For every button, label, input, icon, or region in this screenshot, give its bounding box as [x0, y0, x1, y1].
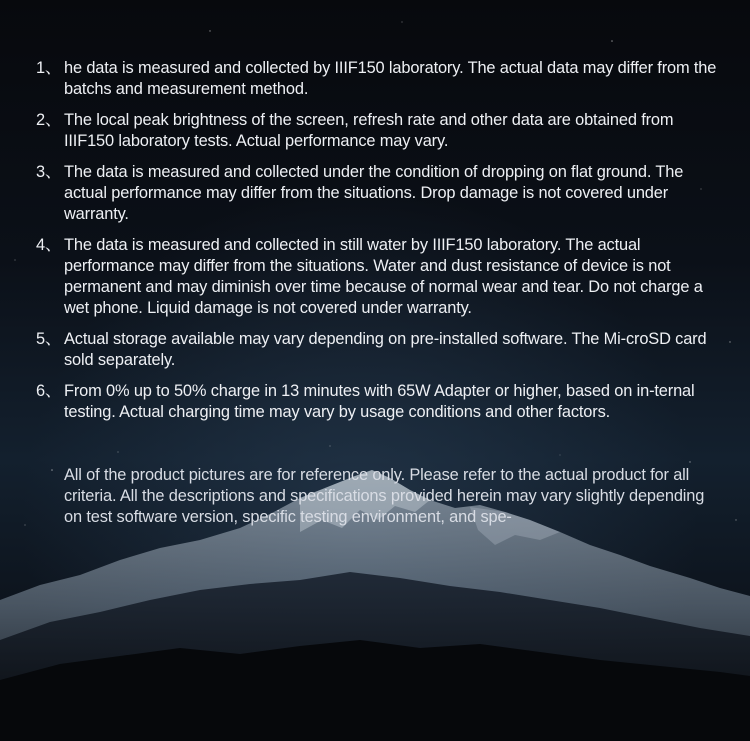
- footnote-text: The data is measured and collected under the condition of dropping on flat ground. The actual performance may differ from the situations. Drop damage is not covered under warranty.: [64, 163, 684, 223]
- footnote-2: [36, 110, 726, 152]
- footnote-number: 2、: [36, 111, 62, 129]
- footnote-1: [36, 58, 726, 100]
- footnote-4: [36, 235, 726, 319]
- footnote-6: [36, 381, 726, 423]
- footnote-number: 5、: [36, 330, 62, 348]
- footnote-number: 3、: [36, 163, 62, 181]
- footnote-number: 4、: [36, 236, 62, 254]
- footnote-text: The data is measured and collected in still water by IIIF150 laboratory. The actual performance may differ from the situations. Water and dust resistance of device is not permanent and may diminish over time because of normal wear and tear. Do not charge a wet phone. Liquid damage is not covered under warranty.: [64, 236, 703, 317]
- footnote-text: The local peak brightness of the screen, refresh rate and other data are obtained from IIIF150 laboratory tests. Actual performance may vary.: [64, 111, 674, 150]
- footnote-3: [36, 162, 726, 225]
- footnote-text: From 0% up to 50% charge in 13 minutes with 65W Adapter or higher, based on in-ternal testing. Actual charging time may vary by usage conditions and other factors.: [64, 382, 695, 421]
- footnote-5: [36, 329, 726, 371]
- footnote-text: he data is measured and collected by IIIF150 laboratory. The actual data may differ from the batchs and measurement method.: [64, 59, 717, 98]
- footnote-number: 1、: [36, 59, 62, 77]
- footnote-text: Actual storage available may vary depending on pre-installed software. The Mi-croSD card sold separately.: [64, 330, 707, 369]
- product-disclaimer: All of the product pictures are for reference only. Please refer to the actual product for all criteria. All the descriptions and specifications provided herein may vary slightly depending on test software version, specific testing environment, and spe-: [64, 466, 705, 526]
- footnote-number: 6、: [36, 382, 62, 400]
